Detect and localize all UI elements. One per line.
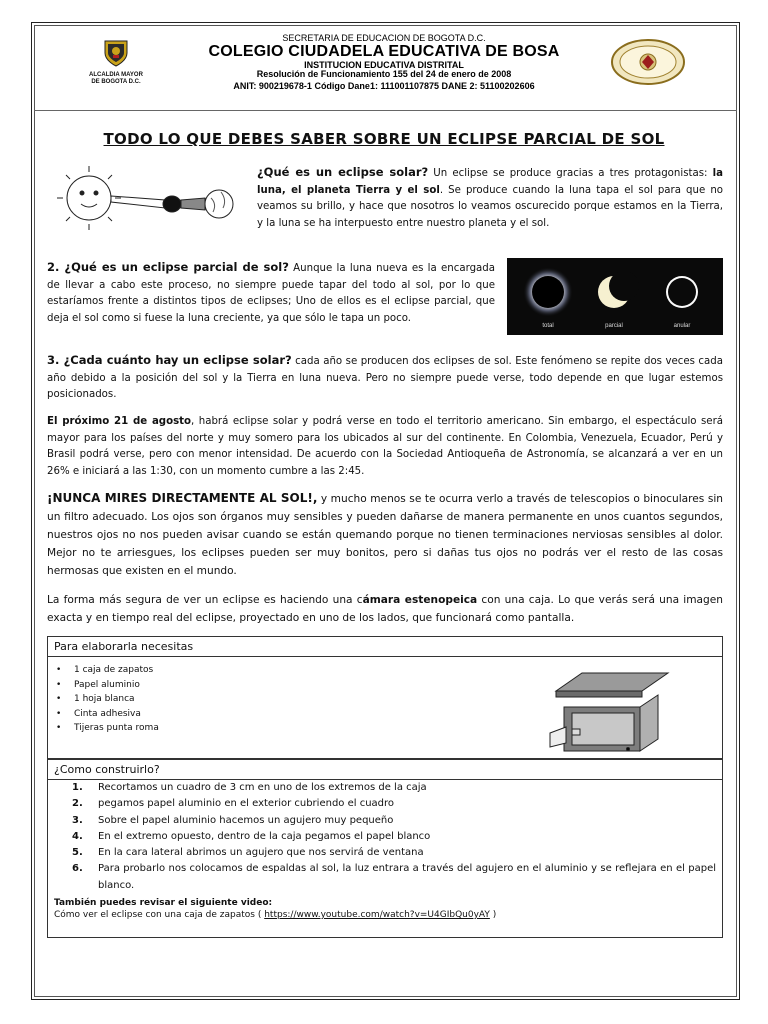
construction-step (72, 861, 722, 894)
eclipse-label-anular: anular (673, 323, 691, 329)
section1-paragraph (257, 164, 723, 232)
logo-caption-line1: ALCALDIA MAYOR (89, 72, 143, 78)
seal-icon (610, 38, 686, 86)
step-number: 1. (72, 782, 83, 793)
step-text: Para probarlo nos colocamos de espaldas al sol, la luz entrara a través del agujero en el aluminio y se reflejara en el papel blanco. (98, 863, 716, 891)
section3-question: 3. ¿Cada cuánto hay un eclipse solar? (47, 353, 292, 367)
section1-text-b: . Se produce cuando la luna tapa el sol para que no veamos su brillo, y hace que nosotros lo veamos oscurecido porque estamos en la Tierra, y la luna se ha interpuesto entre nuestro planeta y el sol. (257, 184, 724, 229)
section1-question: ¿Qué es un eclipse solar? (257, 165, 429, 179)
section5-text: y mucho menos se te ocurra verlo a través de telescopios o binoculares sin un filtro adecuado. Los ojos son órganos muy sensibles y pueden dañarse de manera permanente en unos cuantos segundos, nuestros ojos no nos pueden avisar cuando se están quemando porque no tienen terminaciones nerviosas sensibles al dolor. Mejor no te arriesgues, los eclipses pueden ser muy bonitos, pero si dañas tus ojos no podrás ver el resto de las cosas hermosas que existen en el mundo. (47, 493, 724, 577)
construction-box (47, 759, 723, 938)
header-institucion: INSTITUCION EDUCATIVA DISTRITAL (304, 60, 464, 70)
section6-bold: ámara estenopeica (362, 594, 478, 606)
section1-bold: la luna, el planeta Tierra y el sol (257, 168, 723, 196)
section4-bold: El próximo 21 de agosto (47, 416, 192, 427)
step-text: Recortamos un cuadro de 3 cm en uno de los extremos de la caja (98, 782, 427, 793)
eclipse-label-total: total (542, 323, 554, 329)
construction-step (72, 813, 722, 829)
step-number: 5. (72, 847, 83, 859)
video-link[interactable]: https://www.youtube.com/watch?v=U4GIbQu0yAY (264, 910, 490, 921)
section3-paragraph (47, 352, 723, 404)
materials-heading: Para elaborarla necesitas (48, 637, 722, 657)
video-section (48, 897, 722, 921)
step-number: 3. (72, 814, 83, 826)
section3-text: cada año se producen dos eclipses de sol. Este fenómeno se repite dos veces cada año debido a la posición del sol y la Tierra en luna nueva. Pero no siempre puede verse, todo depende en que lugar estemos posicionados. (47, 356, 723, 400)
video-text: Cómo ver el eclipse con una caja de zapatos ( (54, 910, 265, 921)
step-text: Sobre el papel aluminio hacemos un agujero muy pequeño (98, 814, 394, 826)
section2-question: 2. ¿Qué es un eclipse parcial de sol? (47, 260, 289, 274)
construction-step (72, 780, 722, 796)
section5-bold: ¡NUNCA MIRES DIRECTAMENTE AL SOL!, (47, 491, 318, 505)
section6-text-b: con una caja. Lo que verás será una imagen exacta y en tiempo real del eclipse, proyectado en uno de los lados, que funcionará como pantalla. (47, 594, 723, 624)
step-text: pegamos papel aluminio en el exterior cubriendo el cuadro (98, 798, 395, 810)
step-number: 2. (72, 798, 83, 810)
construction-steps (48, 780, 722, 894)
step-text: En el extremo opuesto, dentro de la caja pegamos el papel blanco (98, 830, 431, 842)
construction-step (72, 829, 722, 845)
school-seal-logo (610, 38, 686, 86)
header-resolucion: Resolución de Funcionamiento 155 del 24 de enero de 2008 (256, 69, 512, 79)
eclipse-types-image (507, 258, 723, 335)
header-secretaria: SECRETARIA DE EDUCACION DE BOGOTA D.C. (282, 33, 486, 43)
header-colegio: COLEGIO CIUDADELA EDUCATIVA DE BOSA (208, 43, 560, 60)
video-heading: También puedes revisar el siguiente video: (54, 898, 273, 909)
materials-item: • Tijeras punta roma (56, 721, 722, 736)
header-divider (34, 110, 737, 111)
pinhole-box-illustration (544, 667, 674, 757)
page-title: TODO LO QUE DEBES SABER SOBRE UN ECLIPSE PARCIAL DE SOL (103, 130, 665, 148)
step-number: 6. (72, 863, 83, 875)
section2-paragraph (47, 259, 495, 327)
section1-text-a: Un eclipse se produce gracias a tres protagonistas: (428, 168, 713, 179)
materials-item: • 1 hoja blanca (56, 692, 722, 707)
materials-item: • Cinta adhesiva (56, 707, 722, 722)
header-nit: ANIT: 900219678-1 Código Dane1: 111001107875 DANE 2: 51100202606 (233, 81, 535, 91)
step-number: 4. (72, 830, 83, 842)
video-line (54, 909, 722, 921)
step-text: En la cara lateral abrimos un agujero que nos servirá de ventana (98, 847, 424, 859)
video-close: ) (489, 910, 497, 921)
eclipse-diagram-illustration (47, 160, 247, 235)
section4-text: , habrá eclipse solar y podrá verse en todo el territorio americano. Sin embargo, el espectáculo será mayor para los países del norte y muy somero para los ubicados al sur del continente. En Colombia, Venezuela, Ecuador, Perú y Brasil podrá verse, pero con menor intensidad. De acuerdo con la Sociedad Antioqueña de Astronomía, se alcanzará a ver en un 26% e iniciará a las 1:30, con un momento cumbre a las 2:45. (47, 416, 724, 477)
eclipse-label-parcial: parcial (605, 323, 623, 329)
section6-text-a: La forma más segura de ver un eclipse es haciendo una c (47, 594, 363, 606)
construction-step (72, 796, 722, 812)
section2-text: Aunque la luna nueva es la encargada de llevar a cabo este proceso, no siempre puede tapar del todo al sol, por lo que estaríamos frente a distintos tipos de eclipses; Uno de ellos es el eclipse parcial, que deja el sol como si fuese la luna creciente, ya que sólo le tapa un poco. (47, 263, 495, 324)
materials-item: • Papel aluminio (56, 678, 722, 693)
materials-box (47, 636, 723, 759)
logo-caption-line2: DE BOGOTA D.C. (91, 79, 141, 85)
construction-heading: ¿Como construirlo? (48, 760, 722, 780)
section6-paragraph (47, 591, 723, 627)
materials-item: • 1 caja de zapatos (56, 663, 722, 678)
construction-step (72, 845, 722, 861)
section5-paragraph (47, 489, 723, 580)
section4-paragraph (47, 414, 723, 480)
